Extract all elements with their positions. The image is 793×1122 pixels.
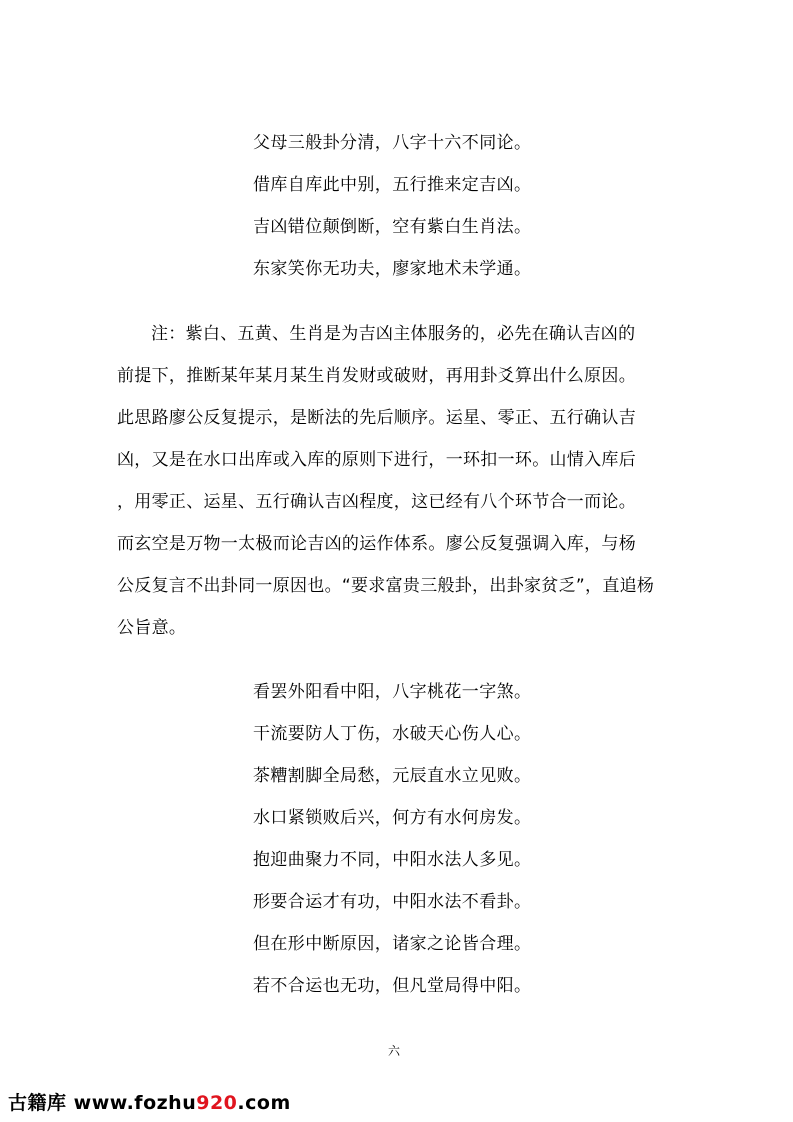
watermark-url-number: 920 (196, 1092, 238, 1114)
poem2-line: 干流要防人丁伤，水破天心伤人心。 (253, 724, 532, 744)
poem2-line: 但在形中断原因，诸家之论皆合理。 (253, 934, 532, 954)
page-number: 六 (388, 1044, 401, 1058)
note-line: 注：紫白、五黄、生肖是为吉凶主体服务的，必先在确认吉凶的 (151, 324, 636, 344)
note-line: ，用零正、运星、五行确认吉凶程度，这已经有八个环节合一而论。 (117, 492, 636, 512)
watermark (8, 1088, 291, 1115)
poem1-line: 借库自库此中别，五行推来定吉凶。 (253, 175, 532, 195)
note-line: 凶，又是在水口出库或入库的原则下进行，一环扣一环。山情入库后 (117, 450, 636, 470)
poem1-line: 父母三般卦分清，八字十六不同论。 (253, 133, 532, 153)
note-line: 公旨意。 (117, 618, 187, 638)
note-line: 此思路廖公反复提示，是断法的先后顺序。运星、零正、五行确认吉 (117, 408, 636, 428)
watermark-url-suffix: .com (237, 1092, 291, 1114)
note-line: 公反复言不出卦同一原因也。“要求富贵三般卦，出卦家贫乏”，直追杨 (117, 576, 655, 596)
watermark-url-prefix: www.fozhu (73, 1092, 197, 1114)
note-line: 前提下，推断某年某月某生肖发财或破财，再用卦爻算出什么原因。 (117, 366, 636, 386)
watermark-site-name: 古籍库 (8, 1092, 67, 1114)
poem2-line: 水口紧锁败后兴，何方有水何房发。 (253, 808, 532, 828)
poem2-line: 抱迎曲聚力不同，中阳水法人多见。 (253, 850, 532, 870)
note-line: 而玄空是万物一太极而论吉凶的运作体系。廖公反复强调入库，与杨 (117, 534, 636, 554)
poem2-line: 若不合运也无功，但凡堂局得中阳。 (253, 976, 532, 996)
poem1-line: 东家笑你无功夫，廖家地术未学通。 (253, 259, 532, 279)
poem1-line: 吉凶错位颠倒断，空有紫白生肖法。 (253, 217, 532, 237)
poem2-line: 形要合运才有功，中阳水法不看卦。 (253, 892, 532, 912)
poem2-line: 看罢外阳看中阳，八字桃花一字煞。 (253, 682, 532, 702)
poem2-line: 茶糟割脚全局愁，元辰直水立见败。 (253, 766, 532, 786)
